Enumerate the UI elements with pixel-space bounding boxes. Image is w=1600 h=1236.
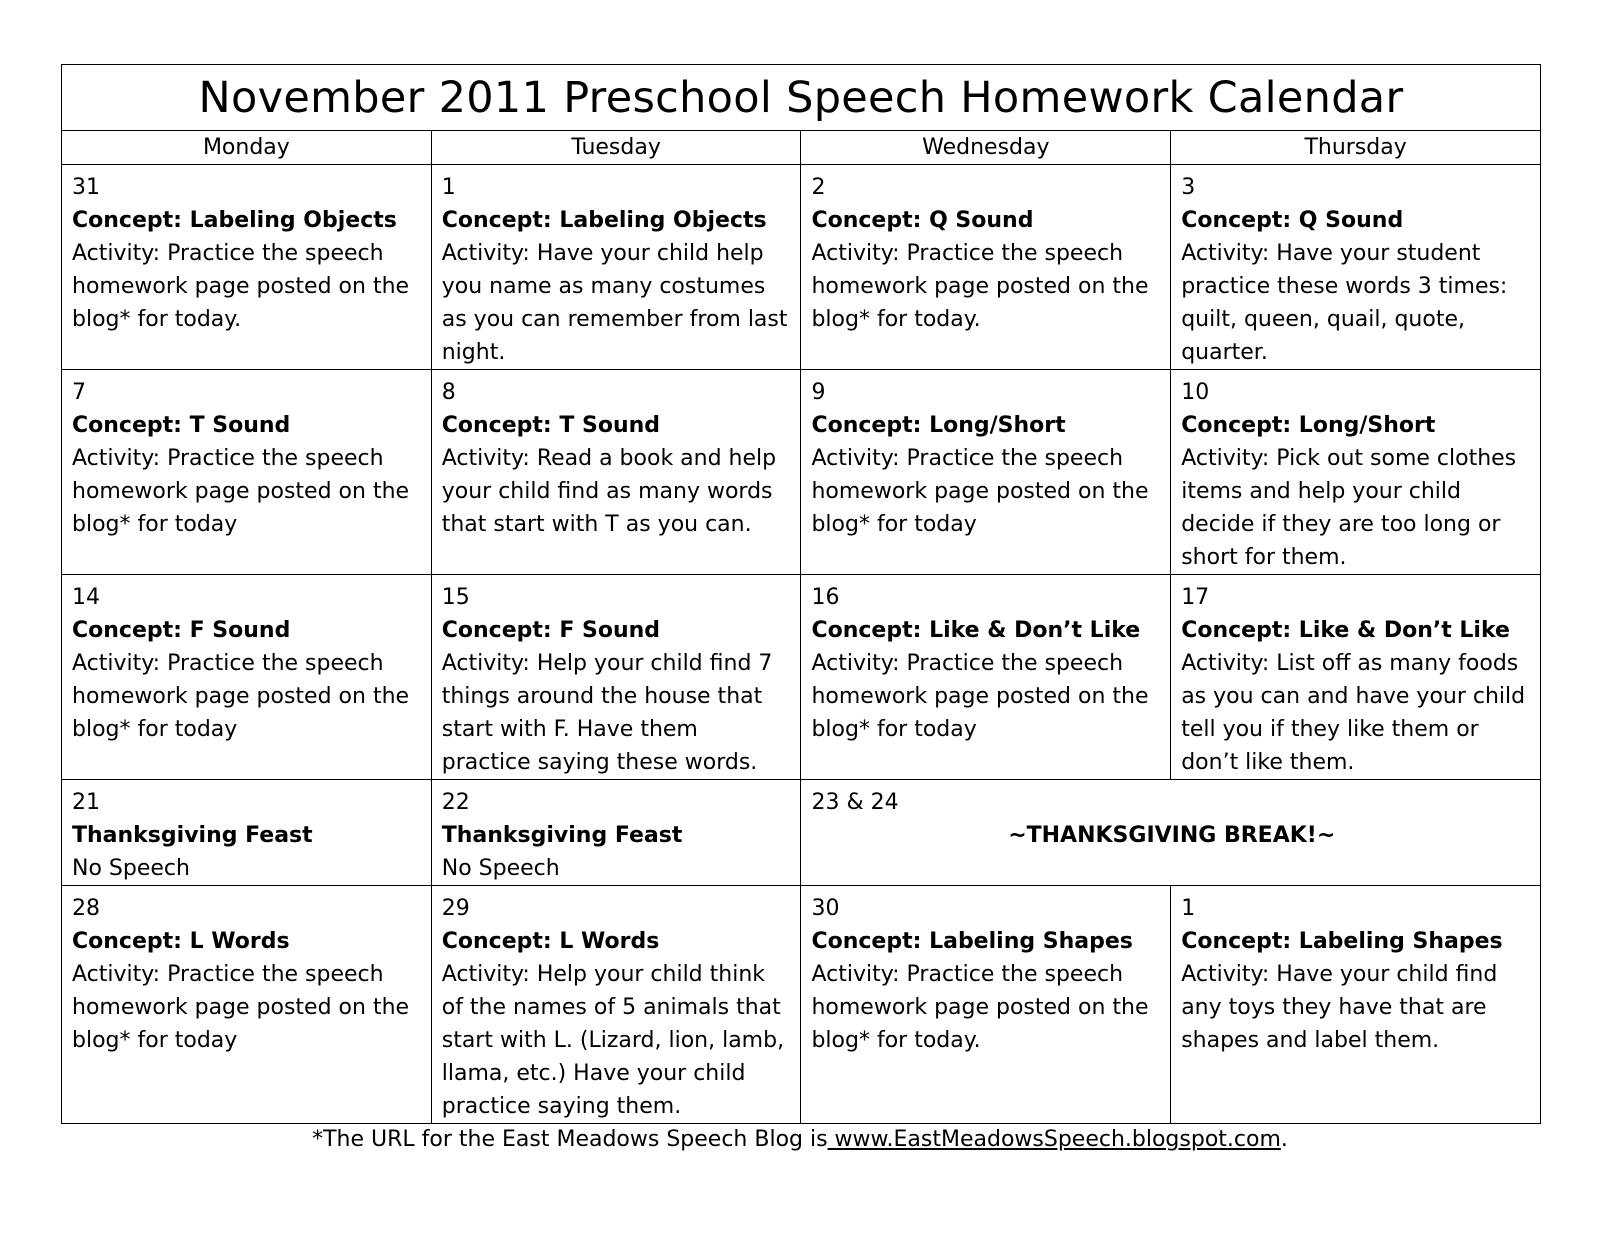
activity-text: Activity: Practice the speech homework page posted on the blog* for today [811,446,1149,537]
event-note: No Speech [72,856,190,881]
activity-text: Activity: Help your child think of the names of 5 animals that start with L. (Lizard, lion, lamb, llama, etc.) Have your child practice saying them. [441,962,785,1119]
day-header-tuesday: Tuesday [431,131,801,165]
concept-label: Concept: Q Sound [811,208,1034,233]
day-header-monday: Monday [62,131,432,165]
activity-text: Activity: Have your child find any toys they have that are shapes and label them. [1181,962,1498,1053]
activity-text: Activity: Practice the speech homework page posted on the blog* for today. [811,241,1149,332]
activity-text: Activity: Practice the speech homework page posted on the blog* for today. [811,962,1149,1053]
day-cell [431,575,801,780]
concept-label: Concept: Labeling Shapes [1181,929,1503,954]
activity-text: Activity: Practice the speech homework page posted on the blog* for today. [72,241,410,332]
day-cell [62,780,432,886]
date-number: 21 [72,790,100,815]
week-row-4 [62,780,1541,886]
footnote-period: . [1280,1127,1288,1152]
day-cell [62,165,432,370]
activity-text: Activity: Read a book and help your child find as many words that start with T as you can. [441,446,777,537]
blog-url-link[interactable]: www.EastMeadowsSpeech.blogspot.com [827,1127,1281,1152]
footnote [0,1125,1600,1155]
day-cell [431,886,801,1124]
concept-label: Concept: Labeling Objects [441,208,767,233]
day-cell [1171,575,1541,780]
day-cell [431,165,801,370]
activity-text: Activity: Help your child find 7 things around the house that start with F. Have them practice saying these words. [441,651,773,775]
date-number: 8 [441,380,456,405]
date-number: 2 [811,175,826,200]
concept-label: Concept: T Sound [72,413,291,438]
date-number: 30 [811,896,840,921]
concept-label: Concept: Like & Don’t Like [1181,618,1510,643]
concept-label: Concept: Q Sound [1181,208,1404,233]
day-cell [431,780,801,886]
event-label: Thanksgiving Feast [72,823,313,848]
day-cell [1171,165,1541,370]
day-header-thursday: Thursday [1171,131,1541,165]
day-cell [1171,886,1541,1124]
date-number: 15 [441,585,470,610]
date-number: 7 [72,380,86,405]
event-label: Thanksgiving Feast [441,823,683,848]
date-number: 17 [1181,585,1210,610]
day-cell [62,886,432,1124]
day-cell [801,165,1171,370]
break-cell [801,780,1541,886]
day-cell [62,370,432,575]
day-cell [801,575,1171,780]
date-number: 22 [441,790,470,815]
day-cell [801,886,1171,1124]
date-number: 16 [811,585,840,610]
date-number: 28 [72,896,100,921]
homework-calendar [61,64,1541,1124]
activity-text: Activity: Practice the speech homework page posted on the blog* for today [811,651,1149,742]
concept-label: Concept: Long/Short [1181,413,1436,438]
week-row-3 [62,575,1541,780]
activity-text: Activity: Pick out some clothes items and help your child decide if they are too long or short for them. [1181,446,1517,570]
activity-text: Activity: Practice the speech homework page posted on the blog* for today [72,446,410,537]
date-number: 31 [72,175,100,200]
date-number: 14 [72,585,100,610]
date-range: 23 & 24 [811,790,899,815]
concept-label: Concept: T Sound [441,413,661,438]
concept-label: Concept: Like & Don’t Like [811,618,1141,643]
date-number: 10 [1181,380,1210,405]
week-row-1 [62,165,1541,370]
day-cell [62,575,432,780]
date-number: 29 [441,896,470,921]
day-header-wednesday: Wednesday [801,131,1171,165]
concept-label: Concept: L Words [72,929,290,954]
footnote-text: *The URL for the East Meadows Speech Blog is [312,1127,828,1152]
concept-label: Concept: Long/Short [811,413,1066,438]
concept-label: Concept: L Words [441,929,660,954]
event-note: No Speech [441,856,560,881]
activity-text: Activity: List off as many foods as you can and have your child tell you if they like them or don’t like them. [1181,651,1526,775]
date-number: 1 [1181,896,1196,921]
date-number: 1 [441,175,456,200]
concept-label: Concept: Labeling Objects [72,208,397,233]
thanksgiving-break-label: ~THANKSGIVING BREAK!~ [1008,823,1336,848]
concept-label: Concept: Labeling Shapes [811,929,1133,954]
calendar-title: November 2011 Preschool Speech Homework Calendar [62,65,1541,131]
concept-label: Concept: F Sound [441,618,661,643]
day-cell [431,370,801,575]
day-cell [801,370,1171,575]
date-number: 9 [811,380,826,405]
activity-text: Activity: Practice the speech homework page posted on the blog* for today [72,651,410,742]
date-number: 3 [1181,175,1196,200]
activity-text: Activity: Have your student practice these words 3 times: quilt, queen, quail, quote, quarter. [1181,241,1508,365]
activity-text: Activity: Practice the speech homework page posted on the blog* for today [72,962,410,1053]
day-cell [1171,370,1541,575]
week-row-5 [62,886,1541,1124]
activity-text: Activity: Have your child help you name as many costumes as you can remember from last night. [441,241,788,365]
concept-label: Concept: F Sound [72,618,291,643]
week-row-2 [62,370,1541,575]
